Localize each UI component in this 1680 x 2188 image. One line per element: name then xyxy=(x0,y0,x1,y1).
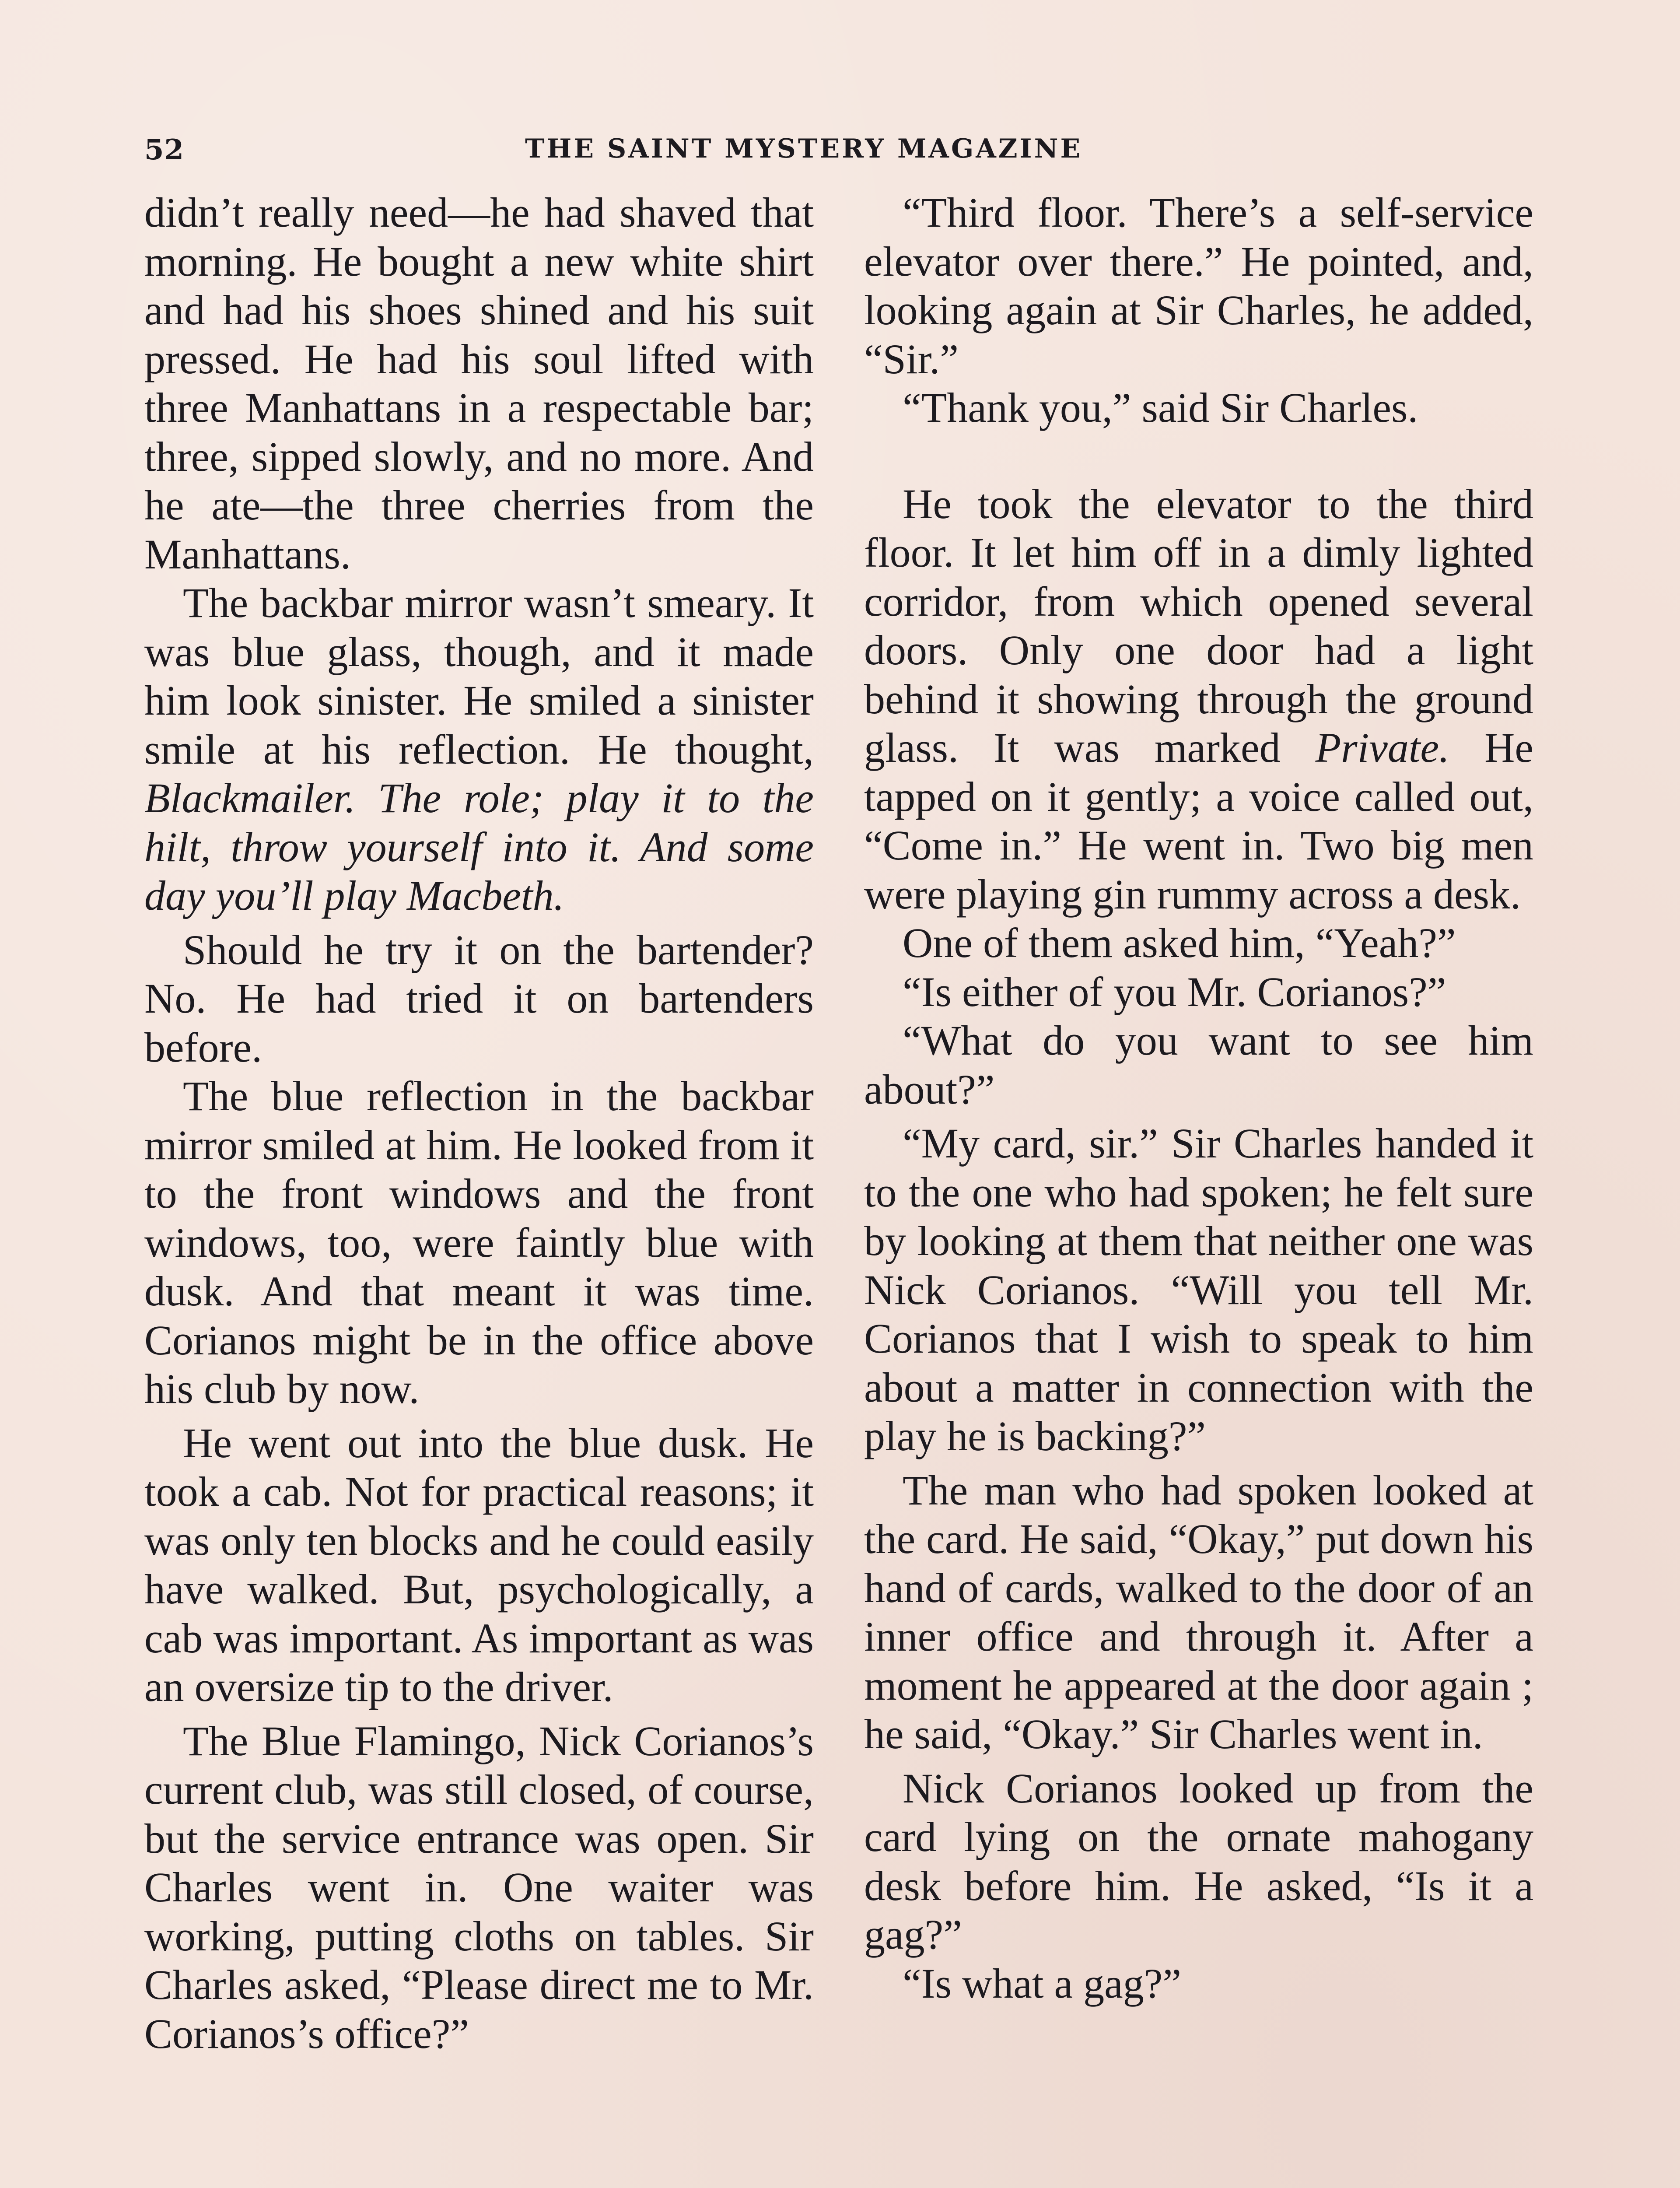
paragraph xyxy=(144,1419,814,1711)
paragraph xyxy=(864,383,1533,432)
text-run: The Blue Flamingo, Nick Corianos’s current club, was still closed, of course, but the service entrance was open. Sir Charles went in. One waiter was working, putting cloths on tables. Sir Charles asked, “Please direct me to Mr. Corianos’s office?” xyxy=(144,1717,814,2057)
text-run: “What do you want to see him about?” xyxy=(864,1017,1533,1113)
paragraph xyxy=(864,480,1533,919)
paragraph xyxy=(864,188,1533,383)
paragraph xyxy=(144,188,814,579)
paragraph xyxy=(144,1072,814,1413)
paragraph xyxy=(864,1016,1533,1114)
text-run: “Third floor. There’s a self-service elevator over there.” He pointed, and, looking again at Sir Charles, he added, “Sir.” xyxy=(864,189,1533,382)
text-run: didn’t really need—he had shaved that morning. He bought a new white shirt and had his shoes shined and his suit pressed. He had his soul lifted with three Manhattans in a respectable bar; three, sipped slowly, and no more. And he ate—the three cherries from the Manhattans. xyxy=(144,189,814,578)
right-column xyxy=(864,188,1533,2008)
paragraph xyxy=(864,1764,1533,1959)
paragraph xyxy=(864,968,1533,1017)
text-run: One of them asked him, “Yeah?” xyxy=(903,919,1456,966)
paragraph xyxy=(864,1119,1533,1461)
text-run: The blue reflection in the backbar mirror smiled at him. He looked from it to the front windows and the front windows, too, were faintly blue with dusk. And that meant it was time. Corianos might be in the office above his club by now. xyxy=(144,1073,814,1412)
text-run: He tapped on it gently; a voice called out, “Come in.” He went in. Two big men were playing gin rummy across a desk. xyxy=(864,724,1534,918)
text-run: He went out into the blue dusk. He took a cab. Not for practical reasons; it was only ten blocks and he could easily have walked. But, psychologically, a cab was important. As important as was an oversize tip to the driver. xyxy=(144,1419,814,1710)
text-run: The man who had spoken looked at the card. He said, “Okay,” put down his hand of cards, walked to the door of an inner office and through it. After a moment he appeared at the door again ; he said, “Okay.” Sir Charles went in. xyxy=(864,1466,1533,1757)
paragraph xyxy=(144,579,814,920)
page-number: 52 xyxy=(144,133,185,166)
paragraph xyxy=(864,1959,1533,2008)
paragraph xyxy=(864,1466,1533,1759)
text-run: “My card, sir.” Sir Charles handed it to the one who had spoken; he felt sure by looking at them that neither one was Nick Corianos. “Will you tell Mr. Corianos that I wish to speak to him about a matter in connection with the play he is backing?” xyxy=(864,1120,1533,1459)
italic-text-run: Private. xyxy=(1315,724,1450,771)
page-header xyxy=(144,129,1536,177)
italic-text-run: Blackmailer. The role; play it to the hilt, throw yourself into it. And some day you’ll play Macbeth. xyxy=(144,775,814,919)
text-run: Nick Corianos looked up from the card lying on the ornate mahogany desk before him. He asked, “Is it a gag?” xyxy=(864,1764,1533,1958)
text-run: “Is either of you Mr. Corianos?” xyxy=(903,968,1446,1015)
text-run: Should he try it on the bartender? No. He had tried it on bartenders before. xyxy=(144,926,814,1071)
text-run: “Is what a gag?” xyxy=(903,1960,1181,2007)
paragraph xyxy=(144,1717,814,2058)
left-column xyxy=(144,188,814,2058)
text-run: The backbar mirror wasn’t smeary. It was blue glass, though, and it made him look sinister. He smiled a sinister smile at his reflection. He thought, xyxy=(144,579,814,773)
running-title: THE SAINT MYSTERY MAGAZINE xyxy=(525,133,1083,164)
text-run: “Thank you,” said Sir Charles. xyxy=(903,384,1418,431)
paragraph xyxy=(144,926,814,1072)
paragraph xyxy=(864,919,1533,968)
text-run: He took the elevator to the third floor. It let him off in a dimly lighted corridor, from which opened several doors. Only one door had a light behind it showing through the ground glass. It was marked xyxy=(864,480,1533,771)
